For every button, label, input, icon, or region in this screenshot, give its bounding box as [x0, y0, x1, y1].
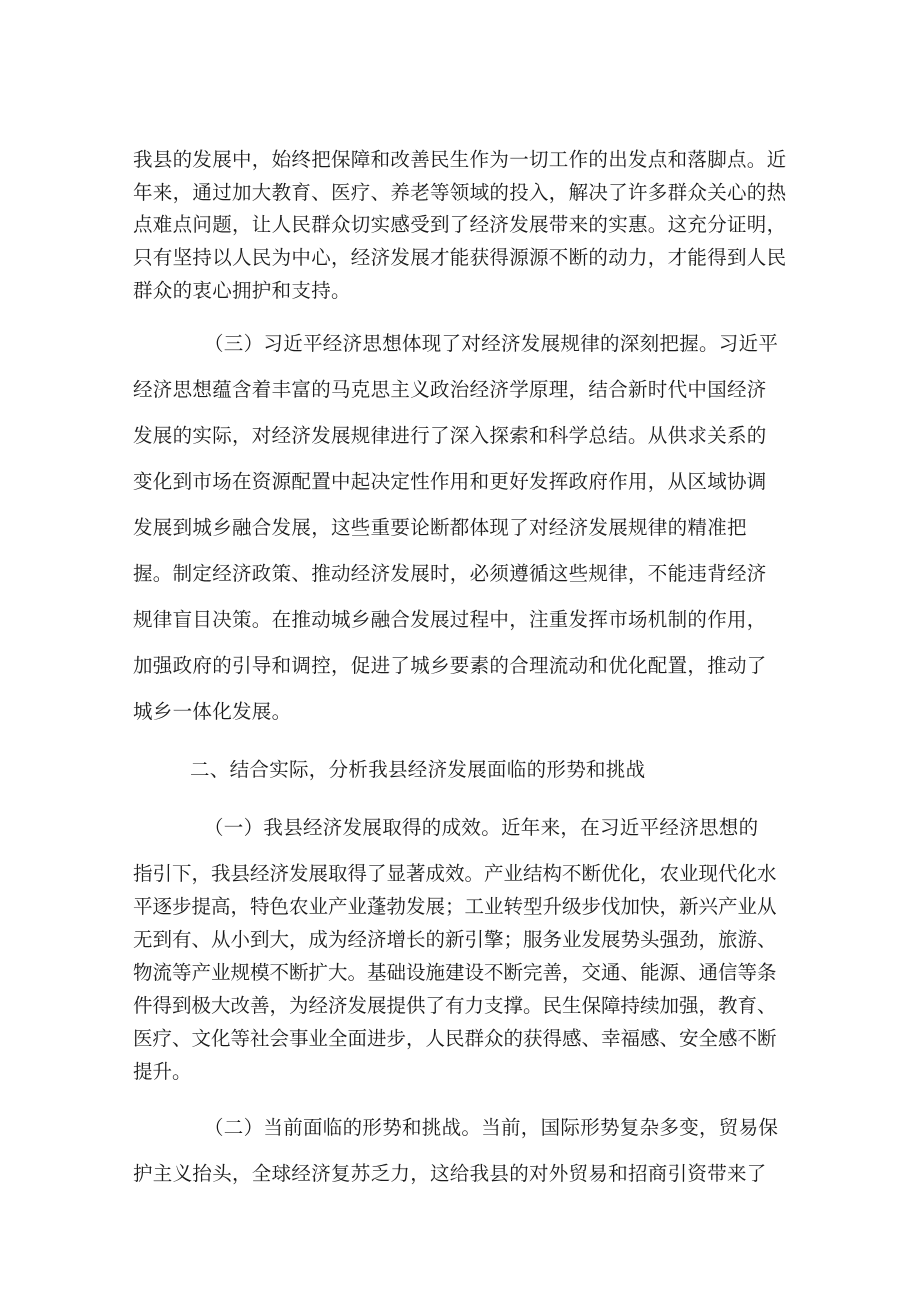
- text-line: 无到有、从小到大，成为经济增长的新引擎；服务业发展势头强劲，旅游、: [133, 928, 777, 951]
- text-line: 指引下，我县经济发展取得了显著成效。产业结构不断优化，农业现代化水: [133, 862, 777, 885]
- text-line: 发展到城乡融合发展，这些重要论断都体现了对经济发展规律的精准把: [133, 516, 747, 539]
- text-line: 件得到极大改善，为经济发展提供了有力支撑。民生保障持续加强，教育、: [133, 994, 777, 1017]
- text-line: 点难点问题，让人民群众切实感受到了经济发展带来的实惠。这充分证明，: [133, 213, 787, 236]
- text-line: 只有坚持以人民为中心，经济发展才能获得源源不断的动力，才能得到人民: [133, 246, 787, 269]
- text-line: （一）我县经济发展取得的成效。近年来，在习近平经济思想的: [204, 816, 759, 839]
- text-line: 群众的衷心拥护和支持。: [133, 279, 351, 302]
- text-line: 规律盲目决策。在推动城乡融合发展过程中，注重发挥市场机制的作用，: [133, 608, 767, 631]
- text-line: 护主义抬头，全球经济复苏乏力，这给我县的对外贸易和招商引资带来了: [133, 1162, 767, 1185]
- text-line: 变化到市场在资源配置中起决定性作用和更好发挥政府作用，从区域协调: [133, 470, 767, 493]
- text-line: （二）当前面临的形势和挑战。当前，国际形势复杂多变，贸易保: [204, 1116, 779, 1139]
- text-line: 年来，通过加大教育、医疗、养老等领域的投入，解决了许多群众关心的热: [133, 181, 787, 204]
- text-line: 握。制定经济政策、推动经济发展时，必须遵循这些规律，不能违背经济: [133, 562, 767, 585]
- text-line: 加强政府的引导和调控，促进了城乡要素的合理流动和优化配置，推动了: [133, 654, 767, 677]
- text-line: （三）习近平经济思想体现了对经济发展规律的深刻把握。习近平: [204, 332, 779, 355]
- text-line: 发展的实际，对经济发展规律进行了深入探索和科学总结。从供求关系的: [133, 424, 767, 447]
- text-line: 城乡一体化发展。: [133, 700, 292, 723]
- section-heading: 二、结合实际，分析我县经济发展面临的形势和挑战: [190, 758, 646, 781]
- text-line: 物流等产业规模不断扩大。基础设施建设不断完善，交通、能源、通信等条: [133, 961, 777, 984]
- text-line: 医疗、文化等社会事业全面进步，人民群众的获得感、幸福感、安全感不断: [133, 1027, 777, 1050]
- text-line: 经济思想蕴含着丰富的马克思主义政治经济学原理，结合新时代中国经济: [133, 378, 767, 401]
- text-line: 提升。: [133, 1060, 192, 1083]
- text-line: 平逐步提高，特色农业产业蓬勃发展；工业转型升级步伐加快，新兴产业从: [133, 895, 777, 918]
- text-line: 我县的发展中，始终把保障和改善民生作为一切工作的出发点和落脚点。近: [133, 148, 787, 171]
